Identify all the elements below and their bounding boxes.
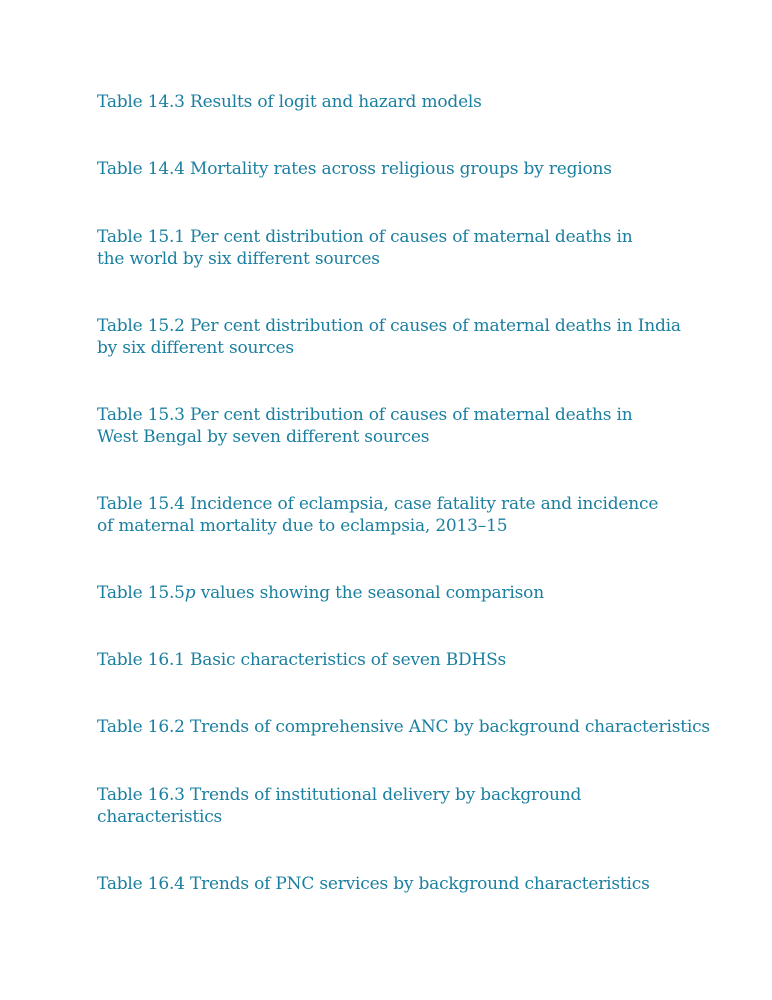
toc-entry-table-14-4[interactable]: Table 14.4 Mortality rates across religious groups by regions xyxy=(97,159,612,179)
toc-entry-table-15-1[interactable]: Table 15.1 Per cent distribution of causes of maternal deaths in the world by six different sources xyxy=(97,227,633,269)
toc-entry-table-14-3[interactable]: Table 14.3 Results of logit and hazard models xyxy=(97,92,482,112)
toc-entry-label-suffix: values showing the seasonal comparison xyxy=(195,583,544,603)
toc-entry-label-italic: p xyxy=(184,583,196,603)
toc-entry-table-16-1[interactable]: Table 16.1 Basic characteristics of seven BDHSs xyxy=(97,650,507,670)
toc-entry-table-15-4[interactable]: Table 15.4 Incidence of eclampsia, case fatality rate and incidence of maternal mortality due to eclampsia, 2013–15 xyxy=(97,494,659,536)
toc-entry-table-15-3[interactable]: Table 15.3 Per cent distribution of causes of maternal deaths in West Bengal by seven different sources xyxy=(97,405,633,447)
toc-entry-table-16-4[interactable]: Table 16.4 Trends of PNC services by background characteristics xyxy=(97,874,650,894)
toc-entry-table-15-5[interactable] xyxy=(97,582,697,604)
toc-entry-table-16-3[interactable]: Table 16.3 Trends of institutional delivery by background characteristics xyxy=(97,785,582,827)
toc-entry-table-15-2[interactable]: Table 15.2 Per cent distribution of causes of maternal deaths in India by six different sources xyxy=(97,316,681,358)
toc-entry-label-prefix: Table 15.5 xyxy=(97,583,185,603)
toc-entry-table-16-2[interactable]: Table 16.2 Trends of comprehensive ANC by background characteristics xyxy=(97,717,710,737)
